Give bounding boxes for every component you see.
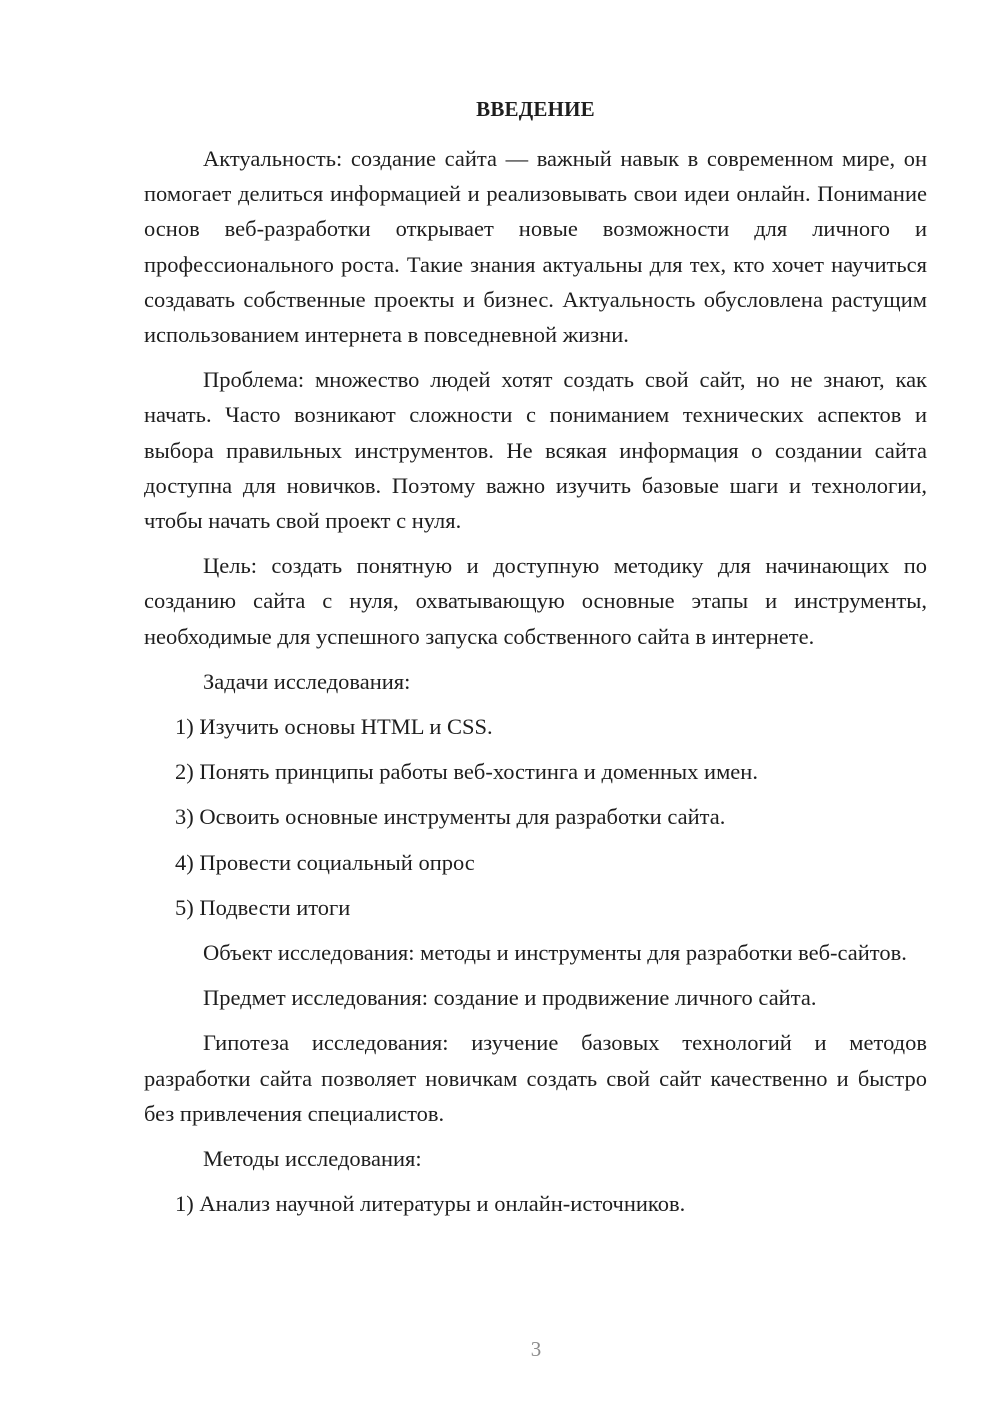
task-item: 1) Изучить основы HTML и CSS. (175, 714, 493, 740)
subject-paragraph: Предмет исследования: создание и продвижение личного сайта. (203, 985, 817, 1011)
hypothesis-paragraph: Гипотеза исследования: изучение базовых технологий и методов разработки сайта позволяет новичкам создать свой сайт качественно и быстро без привлечения специалистов. (144, 1030, 927, 1126)
relevance-paragraph: Актуальность: создание сайта — важный навык в современном мире, он помогает делиться информацией и реализовывать свои идеи онлайн. Понимание основ веб-разработки открывает новые возможности для личного и профессионального роста. Такие знания актуальны для тех, кто хочет научиться создавать собственные проекты и бизнес. Актуальность обусловлена растущим использованием интернета в повседневной жизни. (144, 146, 927, 348)
object-paragraph: Объект исследования: методы и инструменты для разработки веб-сайтов. (203, 940, 907, 966)
problem-paragraph: Проблема: множество людей хотят создать свой сайт, но не знают, как начать. Часто возникают сложности с пониманием технических аспектов и выбора правильных инструментов. Не всякая информация о создании сайта доступна для новичков. Поэтому важно изучить базовые шаги и технологии, чтобы начать свой проект с нуля. (144, 367, 927, 534)
method-item: 1) Анализ научной литературы и онлайн-источников. (175, 1191, 686, 1217)
task-item: 3) Освоить основные инструменты для разработки сайта. (175, 804, 726, 830)
task-item: 4) Провести социальный опрос (175, 849, 475, 875)
task-item: 2) Понять принципы работы веб-хостинга и доменных имен. (175, 759, 758, 785)
tasks-list (144, 709, 927, 925)
goal-paragraph: Цель: создать понятную и доступную методику для начинающих по созданию сайта с нуля, охватывающую основные этапы и инструменты, необходимые для успешного запуска собственного сайта в интернете. (144, 553, 927, 649)
section-heading: ВВЕДЕНИЕ (476, 97, 595, 121)
methods-title: Методы исследования: (203, 1146, 422, 1172)
methods-list (144, 1186, 927, 1221)
page-number: 3 (530, 1337, 542, 1361)
document-page (144, 92, 927, 1231)
tasks-title: Задачи исследования: (203, 668, 411, 694)
task-item: 5) Подвести итоги (175, 894, 351, 920)
